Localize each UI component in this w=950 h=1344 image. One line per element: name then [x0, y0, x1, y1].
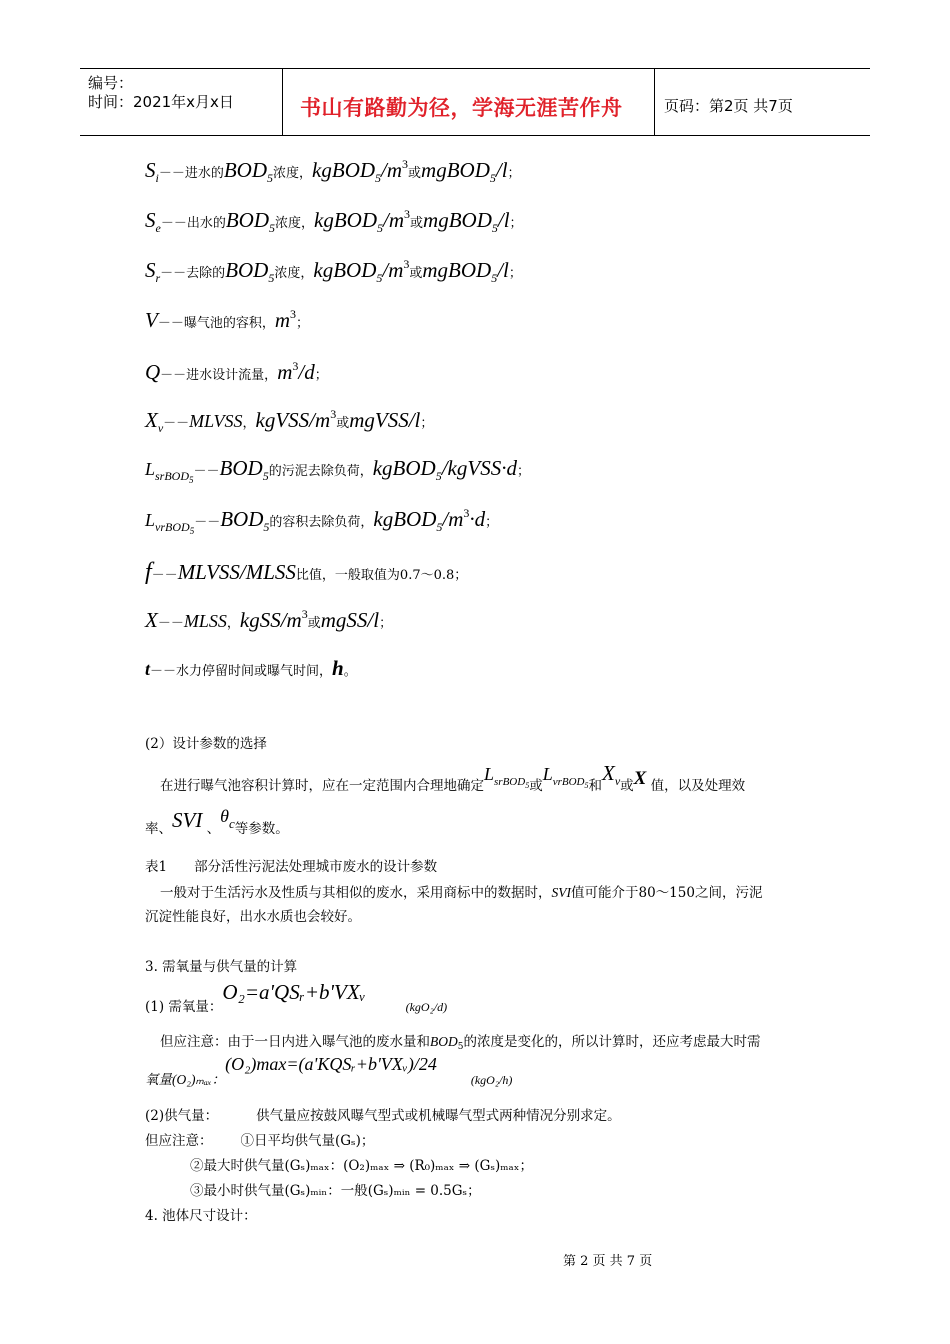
header-time-label: 时间：2021年x月x日	[88, 93, 234, 111]
header-motto: 书山有路勤为径，学海无涯苦作舟	[300, 96, 623, 120]
section2-paragraph-4: 沉淀性能良好，出水水质也会较好。	[145, 909, 361, 925]
section2-paragraph-1: 在进行曝气池容积计算时，应在一定范围内合理地确定$L_{srBOD5}$或$L_{vrBOD5}$和Xv或X 值，以及处理效	[160, 761, 746, 794]
section2-title: (2）设计参数的选择	[145, 736, 267, 752]
header-page-label: 页码：第2页 共7页	[664, 97, 793, 115]
header-divider-right	[654, 68, 655, 136]
def-lv: LvrBOD$_5$－－BOD5的容积去除负荷，kgBOD5/m3·d；	[145, 506, 499, 536]
def-ls: LsrBOD$_5$－－BOD5的污泥去除负荷，kgBOD5/kgVSS·d；	[145, 456, 530, 485]
table-caption: 表1 部分活性污泥法处理城市废水的设计参数	[145, 859, 438, 875]
oxygen-note-line-1: 但应注意：由于一日内进入曝气池的废水量和$BOD_5$的浓度是变化的，所以计算时，还应考虑最大时需	[160, 1034, 761, 1052]
def-t: t－－水力停留时间或曝气时间，h。	[145, 656, 357, 680]
def-x: X－－MLSS，kgSS/m3或mgSS/l；	[145, 607, 393, 632]
footer-page-number: 第 2 页 共 7 页	[563, 1254, 653, 1269]
def-sr: Sr－－去除的BOD5浓度，kgBOD5/m3或mgBOD5/l；	[145, 257, 522, 285]
def-q: Q－－进水设计流量，m3/d；	[145, 359, 328, 384]
gas-item-3: ③最小时供气量(Gₛ)ₘᵢₙ：一般(Gₛ)ₘᵢₙ = 0.5Gₛ；	[190, 1183, 481, 1199]
gas-note-row: 但应注意： ①日平均供气量(Gₛ)；	[145, 1133, 375, 1149]
def-xv: Xv－－MLVSS，kgVSS/m3或mgVSS/l；	[145, 407, 434, 435]
header-top-rule	[80, 68, 870, 69]
header-divider-left	[282, 68, 283, 136]
def-v: V－－曝气池的容积，m3；	[145, 307, 310, 332]
oxygen-demand-row: (1) 需氧量：O₂=a'QSᵣ+b'VXᵥ(kgO₂/d)	[145, 980, 448, 1015]
section2-paragraph-2: 率、SVI 、θc等参数。	[145, 806, 289, 837]
max-oxygen-row: 氧量(O₂)ₘₐₓ：(O₂)max=(a'KQSᵣ+b'VXᵥ)/24(kgO₂/h)	[145, 1054, 513, 1087]
section2-paragraph-3: 一般对于生活污水及性质与其相似的废水，采用商标中的数据时，SVI值可能介于80～150之间，污泥	[160, 885, 763, 901]
header-bottom-rule	[80, 135, 870, 136]
gas-item-2: ②最大时供气量(Gₛ)ₘₐₓ：(O₂)ₘₐₓ ⇒ (R₀)ₘₐₓ ⇒ (Gₛ)ₘₐₓ；	[190, 1158, 533, 1174]
gas-supply-row: (2)供气量： 供气量应按鼓风曝气型式或机械曝气型式两种情况分别求定。	[145, 1108, 621, 1124]
section4-title: 4. 池体尺寸设计：	[145, 1208, 257, 1224]
header-number-label: 编号：	[88, 74, 134, 92]
section3-title: 3. 需氧量与供气量的计算	[145, 959, 298, 975]
def-si: Si－－进水的BOD5浓度，kgBOD5/m3或mgBOD5/l；	[145, 157, 521, 185]
def-f: f－－MLVSS/MLSS比值，一般取值为0.7～0.8；	[145, 559, 468, 585]
def-se: Se－－出水的BOD5浓度，kgBOD5/m3或mgBOD5/l；	[145, 207, 523, 235]
